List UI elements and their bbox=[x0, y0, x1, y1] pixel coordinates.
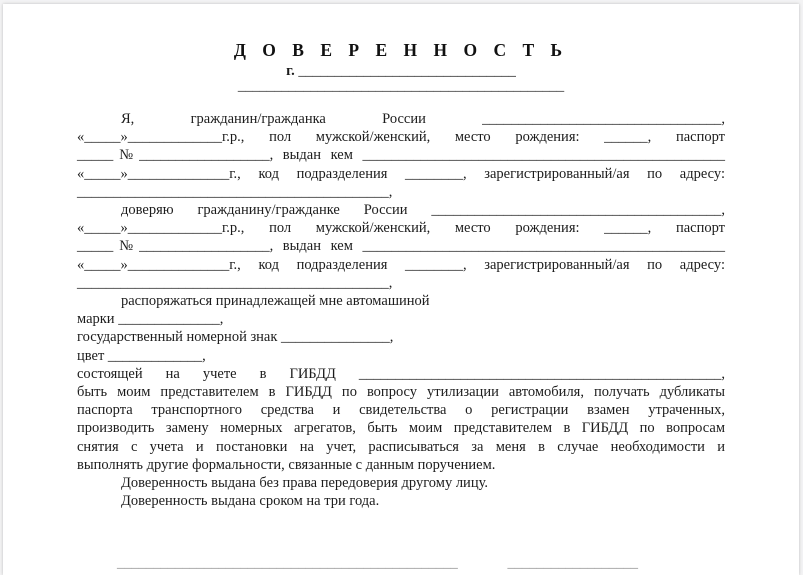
body-line-color: цвет _____________, bbox=[77, 347, 206, 364]
body-line-powers-3: производить замену номерных агрегатов, быть моим представителем в ГИБДД по вопросам bbox=[77, 420, 725, 437]
body-line-registered-gibdd: состоящей на учете в ГИБДД __________________________________________________, bbox=[77, 365, 725, 382]
body-line-passport-number-2: _____№__________________, выдан кем __________________________________________________ bbox=[77, 238, 725, 255]
city-blank-line: ______________________________ bbox=[298, 63, 516, 79]
signature-line-left: _______________________________________________ bbox=[117, 555, 458, 572]
document-body bbox=[3, 110, 799, 510]
body-line-passport-date-2: «_____»______________г., код подразделения ________, зарегистрированный/ая по адресу: bbox=[77, 256, 725, 273]
document-page bbox=[3, 4, 799, 575]
doc-title: Д О В Е Р Е Н Н О С Т Ь bbox=[233, 40, 569, 60]
body-line-passport-date: «_____»______________г., код подразделения ________, зарегистрированный/ая по адресу: bbox=[77, 165, 725, 182]
body-line-powers-1: быть моим представителем в ГИБДД по вопросу утилизации автомобиля, получать дубликаты bbox=[77, 384, 725, 401]
body-line-powers-4: снятия с учета и постановки на учет, расписываться за меня в случае необходимости и bbox=[77, 438, 725, 455]
header-blank-line: _____________________________________________ bbox=[237, 78, 565, 94]
body-line-passport-number: _____№__________________, выдан кем __________________________________________________ bbox=[77, 147, 725, 164]
body-line-no-substitution: Доверенность выдана без права передоверия другому лицу. bbox=[121, 475, 488, 492]
body-line-birth-sex: «_____»_____________г.р., пол мужской/женский, место рождения: ______, паспорт bbox=[77, 129, 725, 146]
body-line-attorney: доверяю гражданину/гражданке России ________________________________________, bbox=[121, 202, 725, 219]
body-line-powers-2: паспорта транспортного средства и свидетельства о регистрации взамен утраченных, bbox=[77, 402, 725, 419]
city-label: г. bbox=[286, 63, 295, 79]
body-line-principal: Я, гражданин/гражданка России _________________________________, bbox=[121, 111, 725, 127]
body-line-powers-5: выполнять другие формальности, связанные с данным поручением. bbox=[77, 456, 496, 473]
signature-line-right: __________________ bbox=[507, 555, 638, 572]
body-line-term: Доверенность выдана сроком на три года. bbox=[121, 493, 380, 510]
body-line-address-blank-2: ___________________________________________, bbox=[77, 274, 393, 291]
body-line-dispose: распоряжаться принадлежащей мне автомашиной bbox=[121, 293, 430, 310]
body-line-birth-sex-2: «_____»_____________г.р., пол мужской/женский, место рождения: ______, паспорт bbox=[77, 220, 725, 237]
body-line-address-blank: ___________________________________________, bbox=[77, 183, 393, 200]
body-line-make: марки ______________, bbox=[77, 311, 224, 328]
body-line-plate: государственный номерной знак _______________, bbox=[77, 329, 394, 346]
signature-row bbox=[3, 556, 799, 570]
